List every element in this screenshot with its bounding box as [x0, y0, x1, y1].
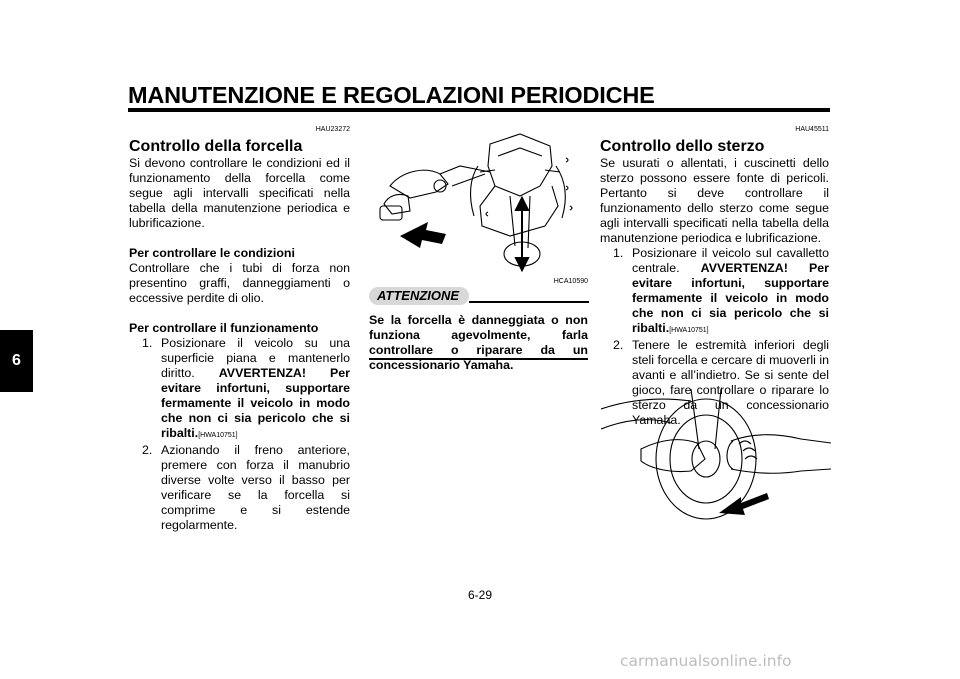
header-rule — [128, 108, 830, 112]
caution-label: ATTENZIONE — [369, 287, 469, 305]
fork-check-illustration — [370, 126, 588, 276]
caution-bottom-rule — [369, 358, 588, 360]
column-fork-check — [129, 126, 350, 533]
list-item — [600, 246, 829, 338]
page-title: MANUTENZIONE E REGOLAZIONI PERIODICHE — [128, 82, 655, 108]
step-text: Posizionare il veicolo su una superficie piana e mantenerlo diritto. — [161, 336, 350, 380]
step-number: 2. — [613, 338, 624, 352]
steering-check-illustration — [601, 389, 831, 527]
section-title: Controllo dello sterzo — [600, 138, 765, 155]
warning-text: AVVERTENZA! Per evitare infortuni, supportare fermamente il veicolo in modo che non ci sia pericolo che si ribalti. — [632, 261, 829, 335]
caution-header — [369, 287, 589, 311]
section-code: HAU45511 — [795, 126, 829, 133]
figure-code: HCA10590 — [553, 278, 588, 285]
step-number: 2. — [142, 443, 153, 457]
chapter-tab[interactable]: 6 — [0, 330, 33, 392]
condition-paragraph: Controllare che i tubi di forza non presentino graffi, danneggiamenti o eccessive perdite di olio. — [129, 261, 350, 305]
warning-code: [HWA10751] — [198, 432, 238, 439]
step-text: Azionando il freno anteriore, premere con forza il manubrio diverse volte verso il basso per verificare se la forcella si comprime e si estende regolarmente. — [161, 443, 350, 532]
warning-text: AVVERTENZA! Per evitare infortuni, supportare fermamente il veicolo in modo che non ci sia pericolo che si ribalti. — [161, 366, 350, 440]
warning-code: [HWA10751] — [669, 327, 709, 334]
caution-rule — [469, 301, 589, 303]
subheading-condition: Per controllare le condizioni — [129, 246, 295, 260]
intro-paragraph: Si devono controllare le condizioni ed il funzionamento della forcella come segue agli intervalli specificati nella tabella della manutenzione periodica e lubrificazione. — [129, 156, 350, 230]
caution-text: Se la forcella è danneggiata o non funziona agevolmente, farla controllare o riparare da un concessionario Yamaha. — [369, 313, 588, 372]
section-title: Controllo della forcella — [129, 138, 303, 155]
step-text: Posizionare il veicolo sul cavalletto centrale. — [632, 246, 829, 275]
step-text: Tenere le estremità inferiori degli steli forcella e cercare di muoverli in avanti e all’indietro. Se si sente del gioco, fare controllare o riparare lo sterzo da un concessionario Yamaha. — [632, 338, 829, 427]
intro-paragraph: Se usurati o allentati, i cuscinetti dello sterzo possono essere fonte di pericoli. Pertanto si deve controllare il funzionamento dello sterzo come segue agli intervalli specificati nella tabella della manutenzione periodica e lubrificazione. — [600, 156, 829, 245]
list-item — [129, 443, 350, 533]
column-steering-check — [600, 126, 829, 428]
step-number: 1. — [142, 336, 153, 350]
step-number: 1. — [613, 246, 624, 260]
subheading-operation: Per controllare il funzionamento — [129, 321, 319, 335]
section-code: HAU23272 — [315, 126, 350, 133]
page-number: 6-29 — [467, 588, 493, 602]
list-item — [129, 336, 350, 443]
watermark[interactable]: carmanualsonline.info — [620, 652, 792, 670]
